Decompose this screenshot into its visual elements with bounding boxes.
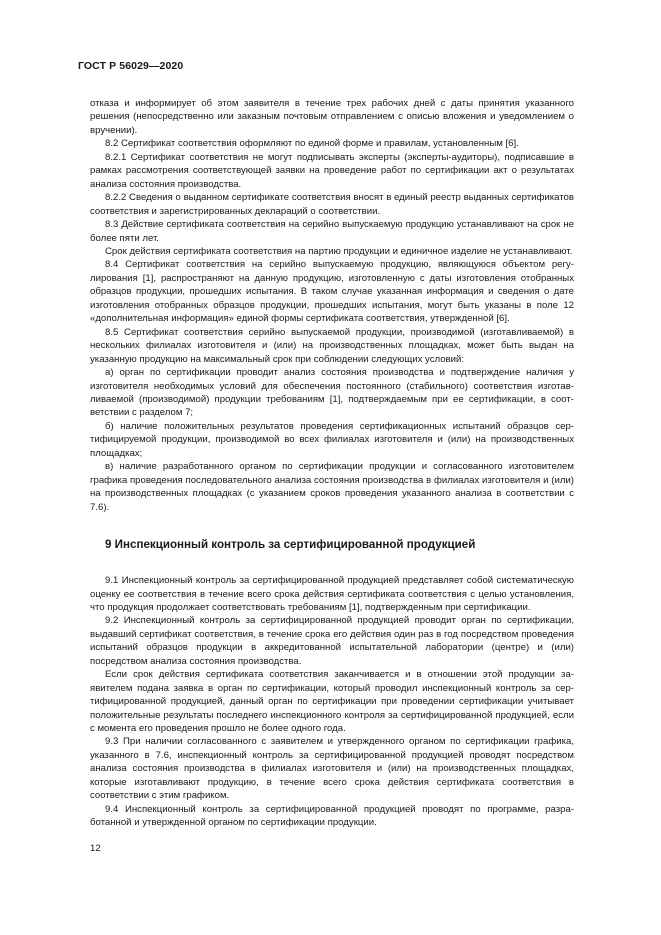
paragraph: 9.4 Инспекционный контроль за сертифицированной продукцией проводят по программе, разработанной и утвержденной органом по сертификации продукции. bbox=[90, 803, 574, 829]
paragraph: 8.3 Действие сертификата соответствия на серийно выпускаемую продукцию устанавливают на срок не более пяти лет. bbox=[90, 219, 574, 244]
list-item: б) наличие положительных результатов проведения сертификационных испытаний образцов сертифицируемой продукции, производимой во всех филиалах изготовителя и (или) на производственных площадках; bbox=[90, 420, 574, 459]
paragraph: Если срок действия сертификата соответствия заканчивается и в отношении этой продукции заявителем подана заявка в орган по сертификации, который проводил инспекционный контроль за сертифицированной продукцией, данный орган по сертификации при проведении сертификации учитывает положительные результаты последнего инспекционного контроля за сертифицированной продукцией, если с момента его проведения прошло не более одного года. bbox=[90, 669, 574, 735]
list-item: в) наличие разработанного органом по сертификации продукции и согласованного изготовителем графика проведения последовательного анализа состояния производства в филиалах изготовителя и (или) на производственных площадках (с указанием сроков проведения указанного анализа в соответствии с 7.6). bbox=[90, 461, 574, 513]
paragraph: 8.2.2 Сведения о выданном сертификате соответствия вносят в единый реестр выданных сертификатов соответствия и зарегистрированных деклараций о соответствии. bbox=[90, 192, 574, 217]
paragraph: 9.3 При наличии согласованного с заявителем и утвержденного органом по сертификации графика, указанного в 7.6, инспекционный контроль за сертифицированной продукцией проводят посредством анализа состояния производства в филиалах изготовителя и (или) на производственных площадках, которые изготавливают продукцию, в течение всего срока действия сертификата соответствия в соответствии с этим графиком. bbox=[90, 736, 574, 802]
list-item: а) орган по сертификации проводит анализ состояния производства и подтверждение наличия у изготовителя необходимых условий для обеспечения постоянного (стабильного) соответствия изготавливаемой (производимой) продукции требованиям [1], подтверждаемым при ее сертификации, в соответствии с разделом 7; bbox=[90, 367, 574, 419]
page-number: 12 bbox=[90, 843, 101, 854]
section-title: 9 Инспекционный контроль за сертифицированной продукцией bbox=[105, 538, 476, 552]
paragraph: 9.1 Инспекционный контроль за сертифицированной продукцией представляет собой систематическую оценку ее соответствия в течение всего срока действия сертификата соответствия с целью установления, что продукция продолжает соответствовать требованиям [1], подтвержденным при сертификации. bbox=[90, 575, 574, 613]
document-body bbox=[90, 97, 574, 830]
paragraph: 9.2 Инспекционный контроль за сертифицированной продукцией проводит орган по сертификации, выдавший сертификат соответствия, в течение срока его действия один раз в год посредством проведения испытаний образцов продукции в аккредитованной испытательной лаборатории (центре) и (или) посредством анализа состояния производства. bbox=[90, 615, 574, 667]
paragraph: отказа и информирует об этом заявителя в течение трех рабочих дней с даты принятия указанного решения (непосредственно или заказным почтовым отправлением с описью вложения и уведомлением о вручении). bbox=[90, 98, 574, 136]
paragraph: 8.2 Сертификат соответствия оформляют по единой форме и правилам, установленным [6]. bbox=[105, 138, 519, 150]
paragraph: 8.4 Сертификат соответствия на серийно выпускаемую продукцию, являющуюся объектом регулирования [1], распространяют на данную продукцию, изготовленную с даты изготовления отобранных образцов продукции, прошедших испытания. В таком случае указанная информация и сведения о дате изготовления отобранных образцов продукции, прошедших испытания, могут быть указаны в поле 12 «дополнительная информация» единой формы сертификата соответствия, утвержденной [6]. bbox=[90, 259, 574, 325]
paragraph: 8.2.1 Сертификат соответствия не могут подписывать эксперты (эксперты-аудиторы), подписавшие в рамках рассмотрения соответствующей заявки на проведение работ по сертификации акт о результатах анализа состояния производства. bbox=[90, 151, 574, 190]
document-header: ГОСТ Р 56029—2020 bbox=[78, 60, 184, 72]
paragraph: Срок действия сертификата соответствия на партию продукции и единичное изделие не устанавливают. bbox=[105, 245, 573, 257]
paragraph: 8.5 Сертификат соответствия серийно выпускаемой продукции, производимой (изготавливаемой) в нескольких филиалах изготовителя и (или) на производственных площадках, может быть выдан на указанную продукцию на максимальный срок при соблюдении следующих условий: bbox=[90, 326, 574, 365]
